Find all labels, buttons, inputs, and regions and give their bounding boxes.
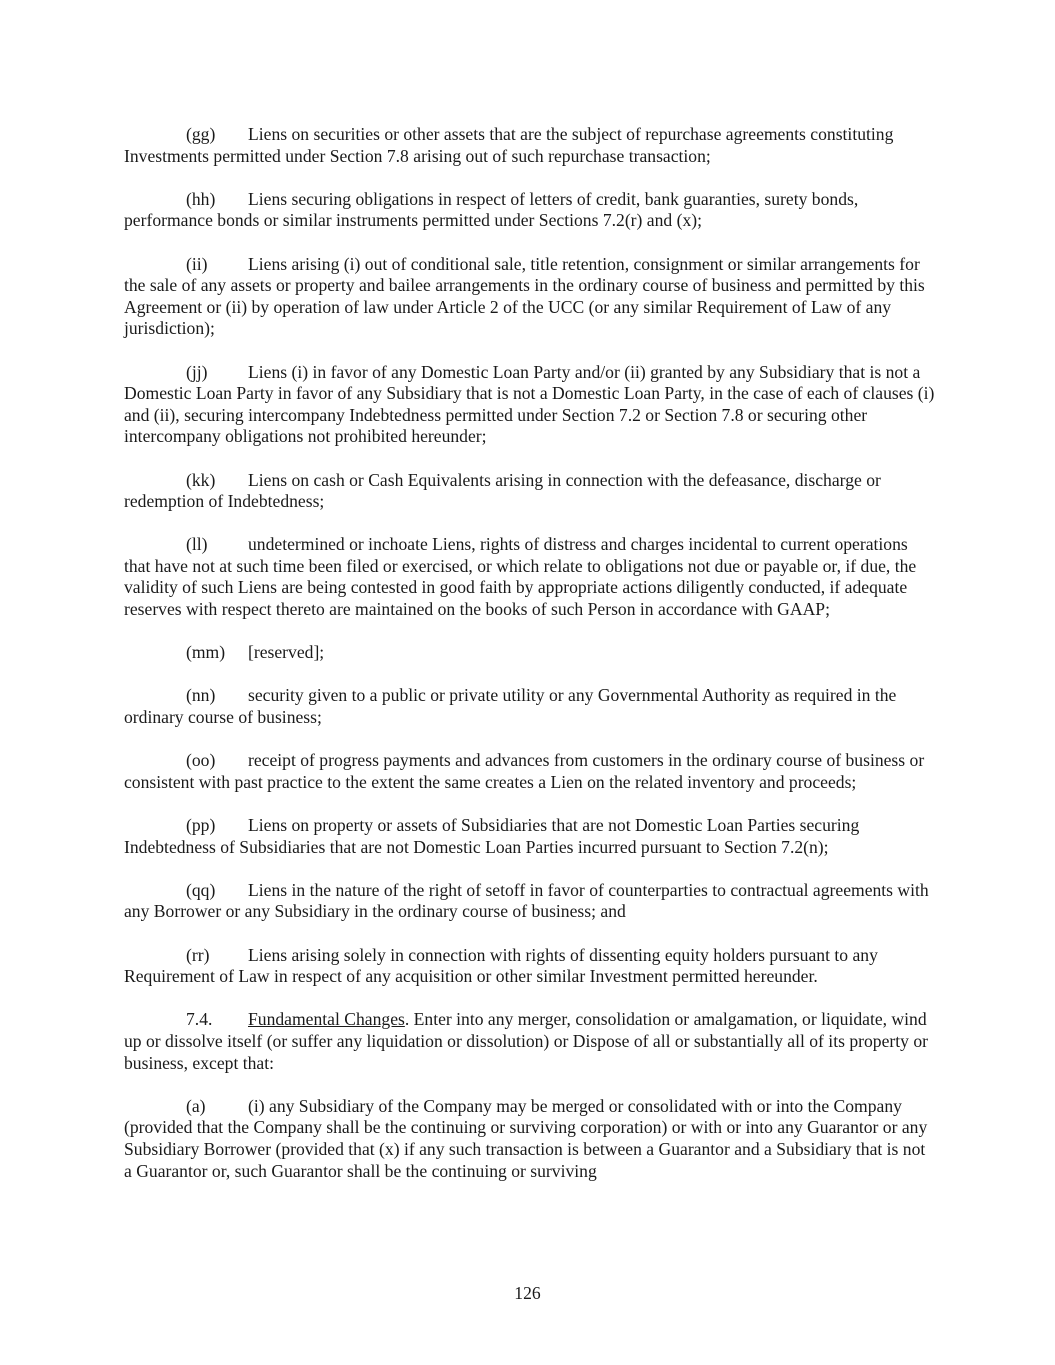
- page-number: 126: [514, 1283, 541, 1303]
- clause-label: (kk): [186, 469, 216, 490]
- clause-text: (i) any Subsidiary of the Company may be merged or consolidated with or into the Company (provided that the Company shall be the continuing or surviving corporation) or with or into any Guarantor or any Subsidiary Borrower (provided that (x) if any such transaction is between a Guarantor and a Subsidiary that is not a Guarantor or, such Guarantor shall be the continuing or surviving: [124, 1095, 928, 1181]
- clause-text: Liens on property or assets of Subsidiaries that are not Domestic Loan Parties securing Indebtedness of Subsidiaries that are not Domestic Loan Parties incurred pursuant to Section 7.2(n);: [124, 815, 860, 857]
- clause-pp: [124, 815, 936, 858]
- clause-nn: [124, 685, 936, 728]
- clause-label: (jj): [186, 361, 208, 382]
- clause-text: Liens arising solely in connection with rights of dissenting equity holders pursuant to any Requirement of Law in respect of any acquisition or other similar Investment permitted hereunder.: [124, 944, 878, 987]
- clause-label: (ll): [186, 534, 208, 555]
- document-page: [124, 124, 936, 1204]
- clause-label: (mm): [186, 642, 226, 663]
- clause-text: Liens in the nature of the right of setoff in favor of counterparties to contractual agreements with any Borrower or any Subsidiary in the ordinary course of business; and: [124, 879, 929, 922]
- section-heading: Fundamental Changes: [248, 1009, 405, 1030]
- clause-text: undetermined or inchoate Liens, rights of distress and charges incidental to current operations that have not at such time been filed or exercised, or which relate to obligations not due or payable or, if due, the validity of such Liens are being contested in good faith by appropriate actions diligently conducted, if adequate reserves with respect thereto are maintained on the books of such Person in accordance with GAAP;: [124, 534, 917, 620]
- clause-mm: [124, 642, 936, 664]
- clause-text: [reserved];: [248, 642, 325, 663]
- clause-label: (nn): [186, 685, 216, 706]
- section-number: 7.4.: [186, 1009, 213, 1030]
- clause-jj: [124, 362, 936, 448]
- clause-kk: [124, 470, 936, 513]
- clause-text: Liens on cash or Cash Equivalents arising in connection with the defeasance, discharge or redemption of Indebtedness;: [124, 469, 881, 512]
- clause-text: security given to a public or private utility or any Governmental Authority as required in the ordinary course of business;: [124, 685, 897, 728]
- clause-label: (hh): [186, 188, 216, 209]
- clause-a: [124, 1096, 936, 1182]
- clause-label: (gg): [186, 124, 216, 144]
- clause-label: (rr): [186, 944, 210, 965]
- clause-hh: [124, 189, 936, 232]
- clause-label: (pp): [186, 815, 216, 835]
- clause-ll: [124, 534, 936, 620]
- clause-label: (ii): [186, 253, 208, 274]
- clause-gg: [124, 124, 936, 167]
- clause-text: receipt of progress payments and advances from customers in the ordinary course of business or consistent with past practice to the extent the same creates a Lien on the related inventory and proceeds;: [124, 750, 925, 792]
- clause-label: (oo): [186, 750, 216, 771]
- clause-text: Liens (i) in favor of any Domestic Loan Party and/or (ii) granted by any Subsidiary that is not a Domestic Loan Party in favor of any Subsidiary that is not a Domestic Loan Party, in the case of each of clauses (i) and (ii), securing intercompany Indebtedness permitted under Section 7.2 or Section 7.8 or securing other intercompany obligations not prohibited hereunder;: [124, 361, 935, 447]
- section-7-4: [124, 1009, 936, 1074]
- section-text: . Enter into any merger, consolidation or amalgamation, or liquidate, wind up or dissolve itself (or suffer any liquidation or dissolution) or Dispose of all or substantially all of its property or business, except that:: [124, 1009, 928, 1073]
- clause-rr: [124, 945, 936, 988]
- clause-qq: [124, 880, 936, 923]
- clause-text: Liens arising (i) out of conditional sale, title retention, consignment or similar arrangements for the sale of any assets or property and bailee arrangements in the ordinary course of business and permitted by this Agreement or (ii) by operation of law under Article 2 of the UCC (or any similar Requirement of Law of any jurisdiction);: [124, 253, 925, 339]
- clause-label: (qq): [186, 879, 216, 900]
- clause-text: Liens on securities or other assets that are the subject of repurchase agreements constituting Investments permitted under Section 7.8 arising out of such repurchase transaction;: [124, 124, 894, 166]
- clause-label: (a): [186, 1095, 206, 1116]
- clause-ii: [124, 254, 936, 340]
- clause-oo: [124, 750, 936, 793]
- clause-text: Liens securing obligations in respect of letters of credit, bank guaranties, surety bonds, performance bonds or similar instruments permitted under Sections 7.2(r) and (x);: [124, 188, 859, 231]
